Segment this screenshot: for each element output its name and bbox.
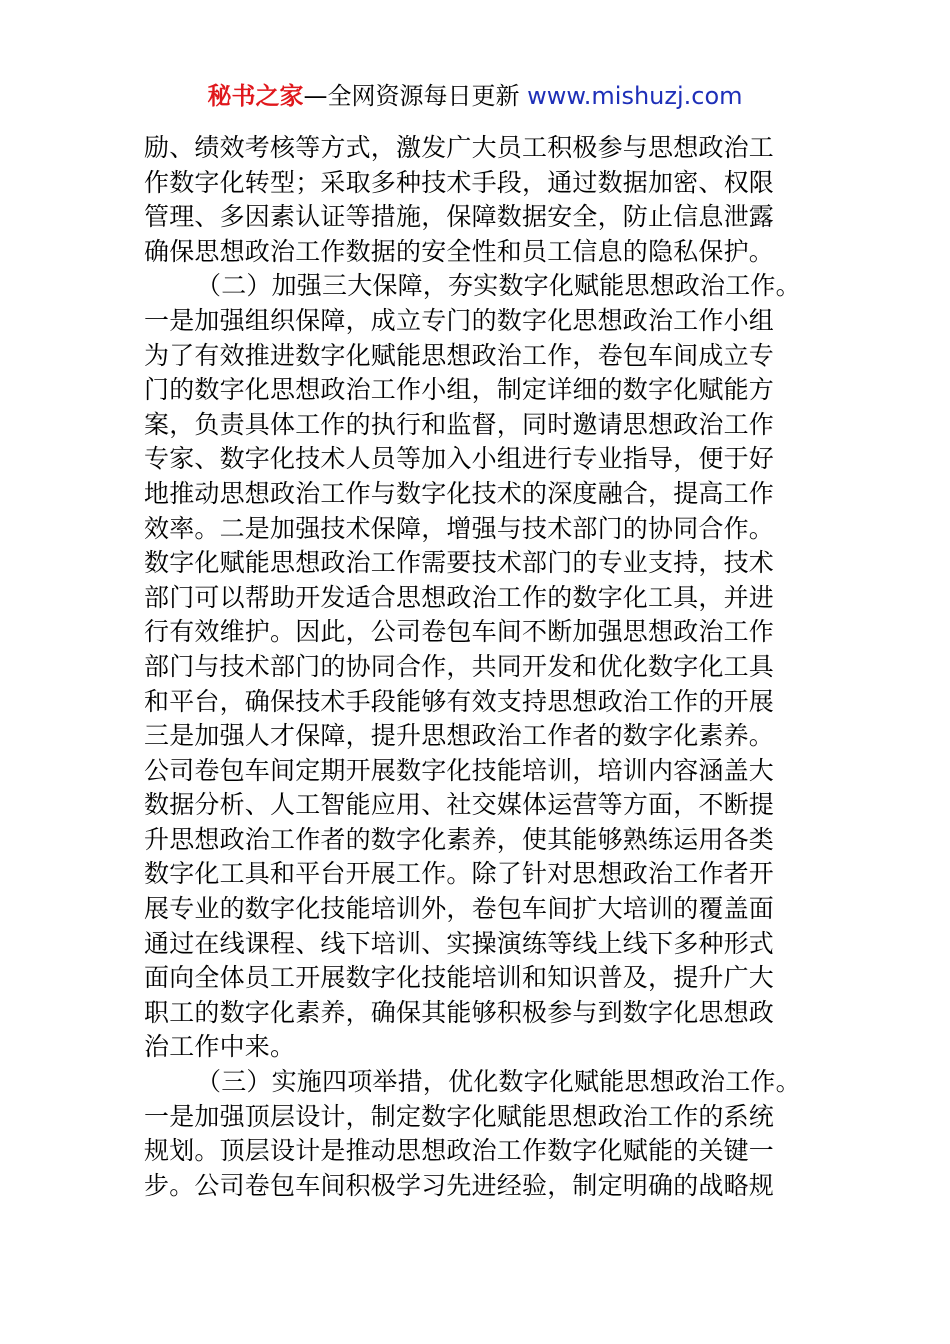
text-line: 三是加强人才保障，提升思想政治工作者的数字化素养。: [144, 721, 775, 751]
text-line: 为了有效推进数字化赋能思想政治工作，卷包车间成立专: [144, 340, 775, 370]
text-line: 规划。顶层设计是推动思想政治工作数字化赋能的关键一: [144, 1136, 775, 1166]
text-line: 励、绩效考核等方式，激发广大员工积极参与思想政治工: [144, 133, 775, 162]
text-line: 面向全体员工开展数字化技能培训和知识普及，提升广大: [144, 963, 775, 993]
site-url-link[interactable]: www.mishuzj.com: [527, 82, 743, 110]
text-line: 展专业的数字化技能培训外，卷包车间扩大培训的覆盖面: [144, 894, 775, 924]
text-line: 门的数字化思想政治工作小组，制定详细的数字化赋能方: [144, 375, 775, 405]
section-heading-3: （三）实施四项举措，优化数字化赋能思想政治工作。: [196, 1067, 801, 1097]
text-line: 职工的数字化素养，确保其能够积极参与到数字化思想政: [144, 997, 775, 1027]
text-line: 通过在线课程、线下培训、实操演练等线上线下多种形式: [144, 928, 775, 958]
text-line: 公司卷包车间定期开展数字化技能培训，培训内容涵盖大: [144, 755, 775, 785]
text-line: 作数字化转型；采取多种技术手段，通过数据加密、权限: [144, 167, 775, 197]
text-line: 步。公司卷包车间积极学习先进经验，制定明确的战略规: [144, 1170, 775, 1200]
brand-name: 秘书之家: [207, 82, 304, 110]
text-line: 一是加强顶层设计，制定数字化赋能思想政治工作的系统: [144, 1101, 775, 1131]
document-body: [144, 131, 809, 1203]
text-line: 部门可以帮助开发适合思想政治工作的数字化工具，并进: [144, 582, 775, 612]
text-line: 确保思想政治工作数据的安全性和员工信息的隐私保护。: [144, 236, 775, 266]
text-line: 数字化赋能思想政治工作需要技术部门的专业支持，技术: [144, 548, 775, 578]
text-line: 案，负责具体工作的执行和监督，同时邀请思想政治工作: [144, 409, 775, 439]
text-line: 升思想政治工作者的数字化素养，使其能够熟练运用各类: [144, 824, 775, 854]
text-line: 和平台，确保技术手段能够有效支持思想政治工作的开展: [144, 686, 775, 716]
text-line: 行有效维护。因此，公司卷包车间不断加强思想政治工作: [144, 617, 775, 647]
text-line: 专家、数字化技术人员等加入小组进行专业指导，便于好: [144, 444, 775, 474]
site-header: [0, 80, 950, 112]
text-line: 管理、多因素认证等措施，保障数据安全，防止信息泄露: [144, 202, 775, 232]
header-tagline: —全网资源每日更新: [303, 82, 528, 110]
text-line: 治工作中来。: [144, 1032, 296, 1062]
text-line: 部门与技术部门的协同合作，共同开发和优化数字化工具: [144, 651, 775, 681]
text-line: 地推动思想政治工作与数字化技术的深度融合，提高工作: [144, 478, 775, 508]
text-line: 数据分析、人工智能应用、社交媒体运营等方面，不断提: [144, 790, 775, 820]
section-heading-2: （二）加强三大保障，夯实数字化赋能思想政治工作。: [196, 271, 801, 301]
text-line: 数字化工具和平台开展工作。除了针对思想政治工作者开: [144, 859, 775, 889]
text-line: 一是加强组织保障，成立专门的数字化思想政治工作小组: [144, 305, 775, 335]
text-line: 效率。二是加强技术保障，增强与技术部门的协同合作。: [144, 513, 775, 543]
